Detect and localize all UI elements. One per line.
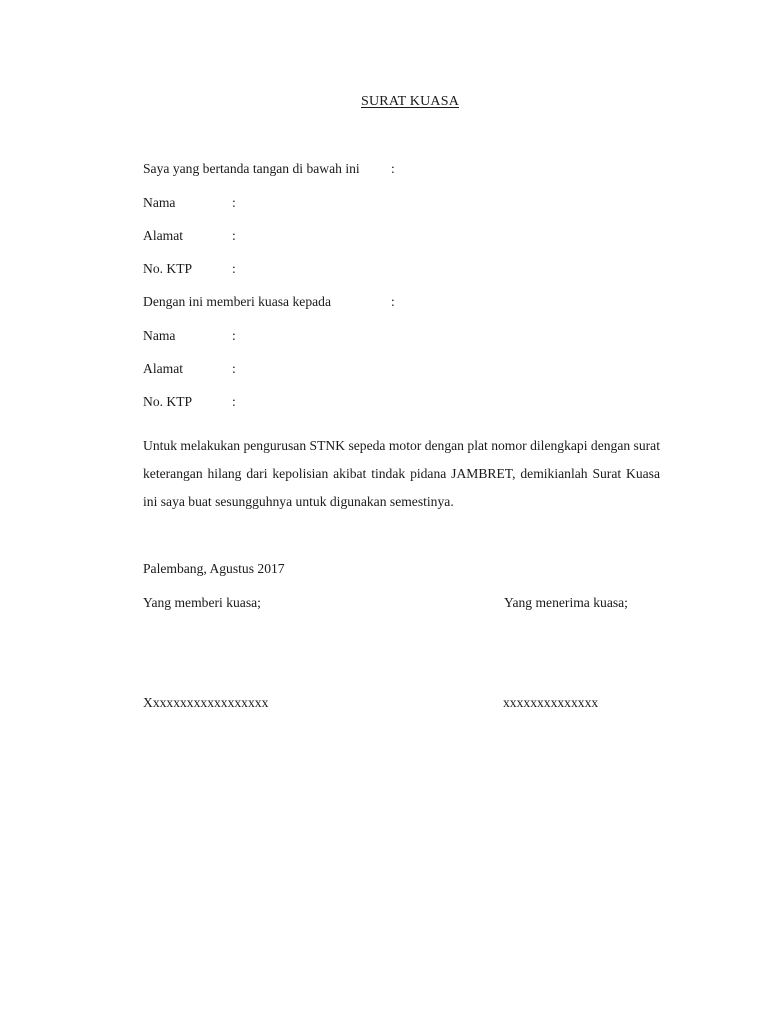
grantor-address-label: Alamat [143,228,184,243]
grantor-signature-name: Xxxxxxxxxxxxxxxxxx [143,695,269,710]
grantor-sign-label: Yang memberi kuasa; [143,595,261,610]
grant-line [143,293,395,311]
grantor-ktp-colon: : [232,261,236,276]
grantee-name-label: Nama [143,328,176,343]
intro-text: Saya yang bertanda tangan di bawah ini [143,161,360,176]
grant-colon: : [391,294,395,309]
grantor-name-label: Nama [143,195,176,210]
grantor-address-row [143,227,236,245]
grantor-address-colon: : [232,228,236,243]
place-date: Palembang, Agustus 2017 [143,561,285,576]
grantee-name-row [143,327,236,345]
grant-text: Dengan ini memberi kuasa kepada [143,294,331,309]
grantee-ktp-label: No. KTP [143,394,193,409]
grantee-signature-name: xxxxxxxxxxxxxx [503,695,599,710]
document-title: SURAT KUASA [360,94,460,109]
grantor-ktp-label: No. KTP [143,261,193,276]
intro-colon: : [391,161,395,176]
grantee-sign-label: Yang menerima kuasa; [504,595,628,610]
grantee-name-colon: : [232,328,236,343]
body-paragraph: Untuk melakukan pengurusan STNK sepeda motor dengan plat nomor dilengkapi dengan surat keterangan hilang dari kepolisian akibat tindak pidana JAMBRET, demikianlah Surat Kuasa ini saya buat sesungguhnya untuk digunakan semestinya. [143,438,660,509]
grantor-name-colon: : [232,195,236,210]
grantee-address-colon: : [232,361,236,376]
grantee-address-row [143,360,236,378]
grantee-ktp-colon: : [232,394,236,409]
intro-line [143,160,395,178]
grantee-address-label: Alamat [143,361,184,376]
grantor-name-row [143,194,236,212]
grantor-ktp-row [143,260,236,278]
grantee-ktp-row [143,393,236,411]
